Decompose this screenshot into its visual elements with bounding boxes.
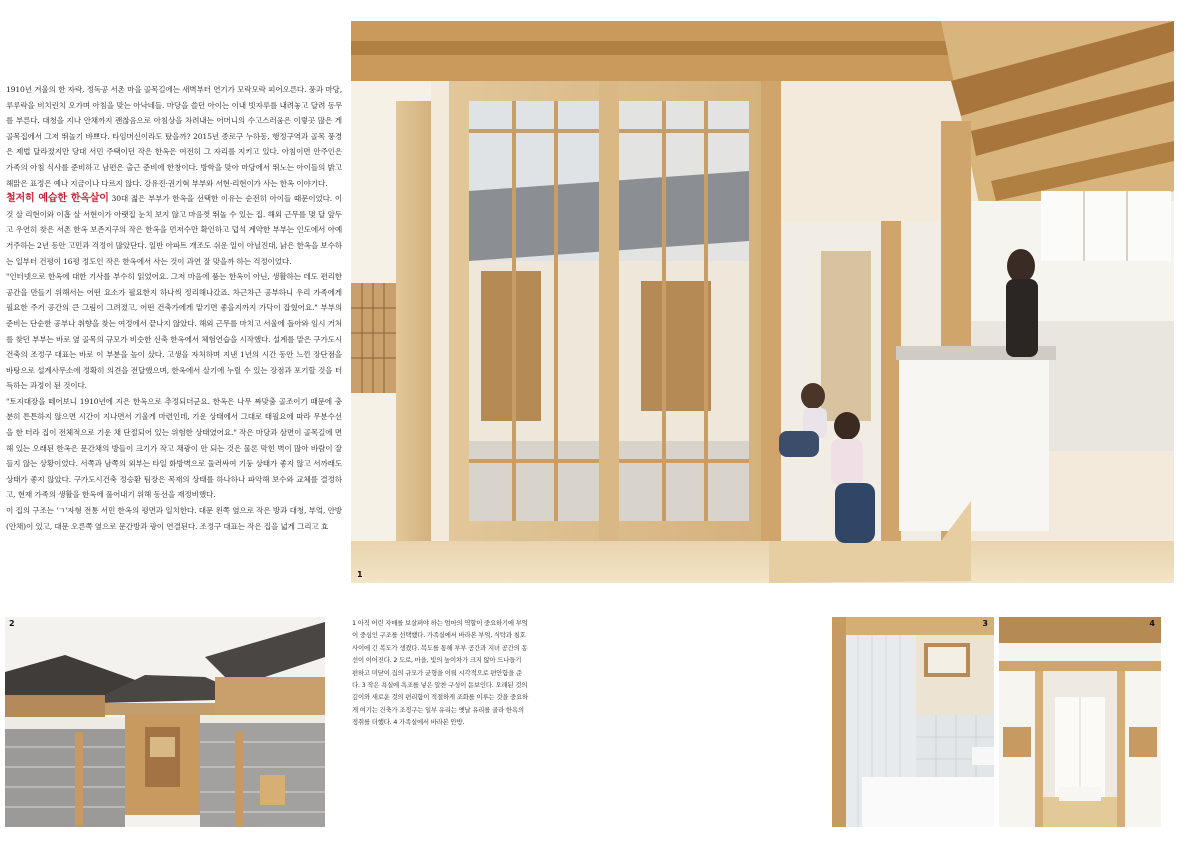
photo-bathroom	[832, 617, 994, 827]
photo-number: 3	[982, 619, 988, 628]
article-paragraph-text: 30대 젊은 부부가 한옥을 선택한 이유는 순전히 아이들 때문이었다. 이 것 살 리현이와 이홉 살 서현이가 아랫집 눈치 보지 않고 마음껏 뛰놀 수 있는 집. 해외 근무를 몇 달 앞두고 우연히 찾은 서촌 한옥 보존지구의 작은 한옥을 먼저수만 확인하고 덥석 계약한 부부는 인도에서 아예 거주하는 2년 동안 고민과 걱정이 많았단다. 일반 아파트 개조도 쉬운 일이 아닐진대, 낡은 한옥을 보수하는 일부터 건평이 16평 정도인 작은 한옥에서 사는 것이 과연 잘 맞을까 하는 걱정이었다.	[6, 194, 342, 266]
article-paragraph: "인터넷으로 한옥에 대한 기사를 부수히 읽었어요. 그저 마음에 품는 한옥이 아닌, 생활하는 데도 편리한 공간을 만들기 위해서는 어떤 요소가 필요한지 하나씩 정리해나갔죠. 차근차근 공부하니 우리 가족에게 필요한 주거 공간의 큰 그림이 그려졌고, 어떤 건축가에게 맡기면 좋을지까지 가닥이 잡혔어요." 부부의 준비는 단순한 공부나 취향을 찾는 여정에서 끝나지 않았다. 해외 근무를 마치고 서울에 돌아와 임시 거처를 찾던 부부는 바로 옆 골목의 규모가 비슷한 신축 한옥에서 체험연습을 시작했다. 설계를 맡은 구가도시건축의 조정구 대표는 바로 이 부분을 높이 샀다. 고생을 자처하며 지낸 1년의 시간 동안 느낀 장단점을 바탕으로 설계사무소에 정확히 의견을 전달했으며, 한옥에서 살기에 누릴 수 있는 장점과 포기할 것을 터득하는 과정이 된 것이다.	[6, 272, 342, 391]
section-heading: 철저히 예습한 한옥살이	[6, 193, 109, 205]
photo-interior-kitchen	[351, 21, 1174, 583]
photo-number: 4	[1149, 619, 1155, 628]
interior-illustration	[351, 21, 1174, 583]
exterior-illustration	[5, 617, 325, 827]
article-paragraph: 1910년 겨울의 한 자락, 정독공 서촌 마을 골목길에는 새벽부터 연기가 모락모락 피어오른다. 풍과 마당, 루루락을 비치린치 오가며 아침을 맞는 아낙네들. 마당을 쓸던 아이는 이내 빗자루를 내려놓고 달려 동무를 부른다. 대청을 지나 안채까지 괜찮음으로 아침상을 차려내는 어머니의 수고스러움은 이렇곳 많은 게 골목집에서 그저 뛰놀기 바쁘다. 타임머신이라도 탔을까? 2015년 종로구 누하동, 행정구역과 골목 풍경은 제법 달라졌지만 당대 서민 주택이던 작은 한옥은 여전히 그 자리를 지키고 있다. 아침이면 안주인은 가족의 아침 식사를 준비하고 남편은 출근 준비에 한창이다. 방학을 맞아 마당에서 뛰노는 아이들의 밝고 해맑은 표정은 예나 지금이나 다르지 않다. 강유진·권기혁 부부와 서현·리현이가 사는 한옥 이야기다.	[6, 85, 342, 188]
article-paragraph	[6, 191, 342, 269]
bathroom-illustration	[832, 617, 994, 827]
photo-master-bedroom-view	[999, 617, 1161, 827]
photo-caption: 1 아직 어린 자매를 보살펴야 하는 엄마의 역할이 중요하기에 부엌이 중심인 구조를 선택했다. 가족실에서 바라본 부엌, 식탁과 침호 사이에 긴 복도가 생겼다. 복도를 통해 부부 공간과 지녀 공간의 동선이 이어진다. 2 도로, 마을, 빛의 높이차가 크지 않아 드나들기 편하고 미닫이 집의 규모가 균형을 이뤄 시각적으로 편안함을 준다. 3 작은 욕실에 욕조를 넣은 알찬 구성이 돋보인다. 오래된 것의 깊이와 새로운 것의 편리함이 적절하게 조화를 이루는 것을 중요하게 여기는 건축가 조정구는 일부 유리는 옛날 유리를 골라 한옥의 정취를 더했다. 4 가족실에서 바라본 안방.	[352, 619, 528, 727]
article-paragraph: "토지대장을 떼어보니 1910년에 지은 한옥으로 추정되더군요. 한옥은 나무 짜맞춤 골조이기 때문에 충분히 튼튼하지 않으면 시간이 지나면서 기울게 마련인데, 기운 상태에서 그대로 태필요에 따라 무분수선을 한 터라 집이 전체적으로 기운 채 단절되어 있는 위험한 상태였어요." 작은 마당과 삼면이 골목길에 면해 있는 오래된 한옥은 문간채의 방들이 크기가 작고 채광이 안 되는 것은 물론 막힌 벽이 많아 바람이 잘 들지 않는 상황이었다. 서쪽과 남쪽의 외부는 타일 화방벽으로 둘러싸여 기둥 상태가 좋지 않고 서까래도 상태가 좋지 않았다. 구가도시건축 정승환 팀장은 목재의 상태를 하나하나 파악해 보수와 교체를 결정하고, 현재 가족의 생활을 한옥에 풀어내기 위해 동선을 재정비했다.	[6, 396, 342, 500]
photo-number: 2	[9, 619, 15, 628]
bedroom-illustration	[999, 617, 1161, 827]
article-paragraph: 이 집의 구조는 'ㄱ'자형 전통 서민 한옥의 평면과 일치한다. 대문 왼쪽 옆으로 작은 방과 대청, 부엌, 안방 (안채)이 있고, 대문 오른쪽 옆으로 문간방과 광이 연결된다. 조정구 대표는 작은 집을 넓게 그리고 효	[6, 506, 342, 531]
article-body	[6, 82, 342, 534]
photo-number: 1	[357, 570, 363, 579]
photo-hanok-exterior	[5, 617, 325, 827]
